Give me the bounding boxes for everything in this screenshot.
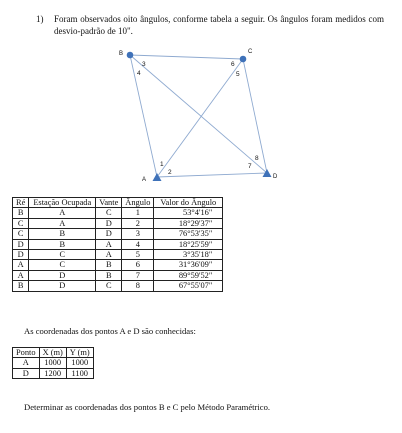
table-row — [13, 270, 223, 280]
angle-label-5: 5 — [236, 71, 240, 78]
column-header-re: Ré — [13, 198, 29, 208]
observations-header-row — [13, 198, 223, 208]
cell-re: D — [13, 250, 29, 260]
point-c-marker — [240, 56, 247, 63]
cell-re: A — [13, 270, 29, 280]
cell-estacao: A — [29, 218, 96, 228]
table-row — [13, 250, 223, 260]
cell-vante: C — [96, 281, 122, 291]
coordinates-header-row — [13, 348, 94, 358]
cell-y: 1100 — [66, 368, 93, 378]
cell-valor: 53°4'16" — [154, 208, 223, 218]
cell-angulo: 7 — [122, 270, 154, 280]
cell-re: C — [13, 218, 29, 228]
cell-re: C — [13, 229, 29, 239]
cell-ponto: D — [13, 368, 40, 378]
cell-angulo: 1 — [122, 208, 154, 218]
point-label-d: D — [273, 174, 278, 180]
cell-valor: 89°59'52" — [154, 270, 223, 280]
cell-angulo: 8 — [122, 281, 154, 291]
column-header-angulo: Ângulo — [122, 198, 154, 208]
point-label-c: C — [248, 49, 253, 55]
known-coordinates-text: As coordenadas dos pontos A e D são conhecidas: — [24, 326, 196, 336]
line-b-a — [130, 55, 157, 177]
question-text: Foram observados oito ângulos, conforme tabela a seguir. Os ângulos foram medidos com desvio-padrão de 10". — [54, 14, 384, 36]
angle-label-2: 2 — [168, 169, 172, 176]
cell-estacao: D — [29, 270, 96, 280]
table-row — [13, 260, 223, 270]
cell-angulo: 5 — [122, 250, 154, 260]
quadrilateral-figure — [110, 42, 290, 187]
cell-y: 1000 — [66, 358, 93, 368]
angle-label-6: 6 — [231, 61, 235, 68]
cell-estacao: C — [29, 250, 96, 260]
line-b-c — [130, 55, 243, 59]
line-b-d — [130, 55, 267, 173]
column-header-vante: Vante — [96, 198, 122, 208]
angle-label-1: 1 — [160, 161, 164, 168]
cell-estacao: C — [29, 260, 96, 270]
cell-angulo: 3 — [122, 229, 154, 239]
cell-valor: 76°53'35" — [154, 229, 223, 239]
cell-angulo: 4 — [122, 239, 154, 249]
cell-vante: D — [96, 229, 122, 239]
instruction-text: Determinar as coordenadas dos pontos B e C pelo Método Paramétrico. — [24, 402, 271, 412]
point-b-marker — [127, 52, 134, 59]
table-row — [13, 229, 223, 239]
table-row — [13, 368, 94, 378]
table-row — [13, 239, 223, 249]
cell-valor: 31°36'09" — [154, 260, 223, 270]
cell-re: B — [13, 281, 29, 291]
angle-label-8: 8 — [255, 155, 259, 162]
cell-vante: C — [96, 208, 122, 218]
cell-vante: B — [96, 270, 122, 280]
cell-estacao: A — [29, 208, 96, 218]
cell-angulo: 2 — [122, 218, 154, 228]
table-row — [13, 208, 223, 218]
point-label-b: B — [119, 51, 124, 57]
angle-label-3: 3 — [142, 61, 146, 68]
column-header-x: X (m) — [39, 348, 66, 358]
observations-table — [12, 197, 223, 292]
table-row — [13, 358, 94, 368]
cell-valor: 3°35'18" — [154, 250, 223, 260]
cell-vante: B — [96, 260, 122, 270]
cell-vante: A — [96, 250, 122, 260]
angle-label-7: 7 — [248, 163, 252, 170]
point-label-a: A — [142, 177, 147, 183]
cell-valor: 18°25'59" — [154, 239, 223, 249]
cell-vante: A — [96, 239, 122, 249]
column-header-estacao: Estação Ocupada — [29, 198, 96, 208]
question-number: 1) — [36, 14, 44, 24]
cell-valor: 18°29'37" — [154, 218, 223, 228]
column-header-ponto: Ponto — [13, 348, 40, 358]
cell-estacao: B — [29, 239, 96, 249]
cell-re: A — [13, 260, 29, 270]
column-header-y: Y (m) — [66, 348, 93, 358]
column-header-valor: Valor do Ângulo — [154, 198, 223, 208]
cell-x: 1000 — [39, 358, 66, 368]
cell-re: D — [13, 239, 29, 249]
table-row — [13, 281, 223, 291]
cell-estacao: B — [29, 229, 96, 239]
cell-x: 1200 — [39, 368, 66, 378]
cell-re: B — [13, 208, 29, 218]
line-a-d — [157, 173, 267, 177]
coordinates-table — [12, 347, 94, 379]
cell-vante: D — [96, 218, 122, 228]
cell-valor: 67°55'07" — [154, 281, 223, 291]
angle-label-4: 4 — [137, 70, 141, 77]
table-row — [13, 218, 223, 228]
cell-angulo: 6 — [122, 260, 154, 270]
line-c-a — [157, 59, 243, 177]
cell-ponto: A — [13, 358, 40, 368]
cell-estacao: D — [29, 281, 96, 291]
